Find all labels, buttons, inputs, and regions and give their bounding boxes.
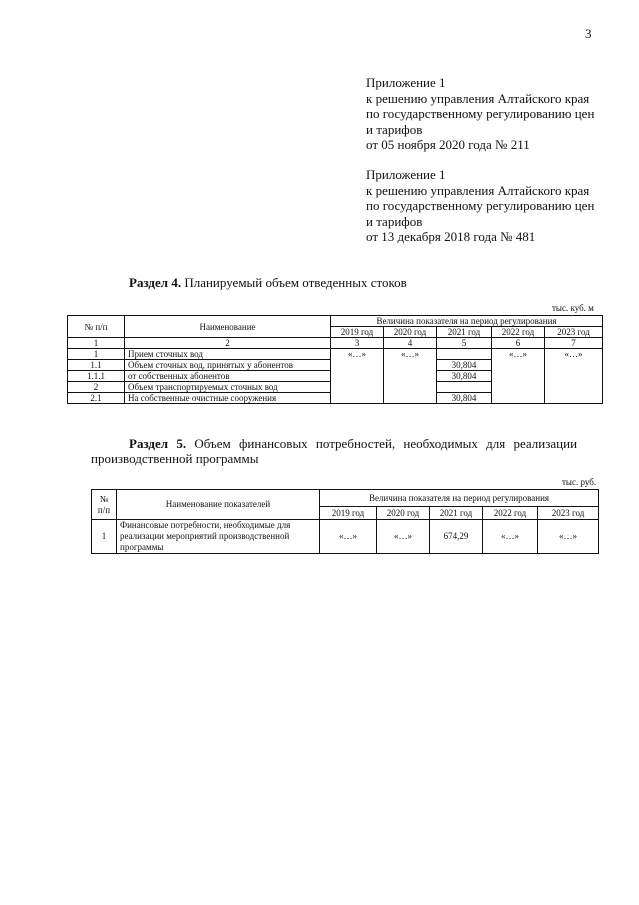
table-header-row xyxy=(68,316,603,327)
appendix-line: и тарифов xyxy=(366,213,423,229)
table-row xyxy=(68,393,603,404)
row-num: 1 xyxy=(92,520,117,554)
empty-cell xyxy=(492,371,545,382)
header-year: 2022 год xyxy=(492,327,545,338)
cell-2022: «…» xyxy=(483,520,538,554)
appendix-line: по государственному регулированию цен xyxy=(366,198,595,213)
cell-2021: 30,804 xyxy=(437,393,492,404)
appendix-current xyxy=(366,75,626,153)
section5-title-bold: Раздел 5. xyxy=(129,436,187,451)
table-row xyxy=(68,349,603,360)
cell-2021: 30,804 xyxy=(437,360,492,371)
cell-2019: «…» xyxy=(331,349,384,360)
header-year: 2019 год xyxy=(331,327,384,338)
cell-2023: «…» xyxy=(545,349,603,360)
empty-cell xyxy=(384,382,437,393)
header-year: 2023 год xyxy=(545,327,603,338)
col-number: 3 xyxy=(331,338,384,349)
col-number: 6 xyxy=(492,338,545,349)
empty-cell xyxy=(331,382,384,393)
section5-title-text: Объем финансовых потребностей, необходимых для реализации xyxy=(194,436,578,451)
row-num: 1.1.1 xyxy=(68,371,125,382)
appendix-line: от 13 декабря 2018 года № 481 xyxy=(366,229,536,244)
section4-table xyxy=(67,315,603,404)
col-number: 5 xyxy=(437,338,492,349)
header-num: № п/п xyxy=(92,490,117,520)
header-group: Величина показателя на период регулирования xyxy=(320,490,599,507)
table-row xyxy=(68,360,603,371)
appendix-line: по государственному регулированию цен xyxy=(366,106,595,121)
section4-title xyxy=(129,275,407,291)
row-name: Прием сточных вод xyxy=(125,349,331,360)
appendix-line: Приложение 1 xyxy=(366,75,446,90)
col-number: 7 xyxy=(545,338,603,349)
empty-cell xyxy=(331,360,384,371)
section4-unit: тыс. куб. м xyxy=(552,303,594,313)
header-year: 2023 год xyxy=(538,507,599,520)
cell-2019: «…» xyxy=(320,520,377,554)
header-num: № п/п xyxy=(68,316,125,338)
header-year: 2020 год xyxy=(377,507,430,520)
cell-2021 xyxy=(437,382,492,393)
empty-cell xyxy=(331,393,384,404)
cell-2023: «…» xyxy=(538,520,599,554)
empty-cell xyxy=(545,360,603,371)
col-number: 4 xyxy=(384,338,437,349)
row-name: Объем сточных вод, принятых у абонентов xyxy=(125,360,331,371)
row-num: 2 xyxy=(68,382,125,393)
empty-cell xyxy=(384,360,437,371)
appendix-line: к решению управления Алтайского края xyxy=(366,182,590,198)
table-row xyxy=(92,520,599,554)
section4-title-bold: Раздел 4. xyxy=(129,275,182,290)
cell-2020: «…» xyxy=(384,349,437,360)
section5-title xyxy=(129,436,595,452)
row-name: На собственные очистные сооружения xyxy=(125,393,331,404)
row-name: Финансовые потребности, необходимые для реализации мероприятий производственной программы xyxy=(117,520,320,554)
section5-title-line2: производственной программы xyxy=(91,451,259,466)
empty-cell xyxy=(492,382,545,393)
empty-cell xyxy=(384,371,437,382)
section5-table xyxy=(91,489,599,554)
col-number: 2 xyxy=(125,338,331,349)
empty-cell xyxy=(384,393,437,404)
empty-cell xyxy=(492,393,545,404)
section5-unit: тыс. руб. xyxy=(562,477,597,487)
cell-2021: 30,804 xyxy=(437,371,492,382)
row-name: Объем транспортируемых сточных вод xyxy=(125,382,331,393)
header-year: 2021 год xyxy=(430,507,483,520)
empty-cell xyxy=(331,371,384,382)
header-group: Величина показателя на период регулирования xyxy=(331,316,603,327)
header-year: 2019 год xyxy=(320,507,377,520)
row-num: 1.1 xyxy=(68,360,125,371)
appendix-line: Приложение 1 xyxy=(366,167,446,182)
empty-cell xyxy=(492,360,545,371)
column-number-row xyxy=(68,338,603,349)
col-number: 1 xyxy=(68,338,125,349)
appendix-line: к решению управления Алтайского края xyxy=(366,90,590,106)
header-year: 2021 год xyxy=(437,327,492,338)
cell-2021 xyxy=(437,349,492,360)
table-row xyxy=(68,382,603,393)
header-name: Наименование xyxy=(125,316,331,338)
header-year: 2020 год xyxy=(384,327,437,338)
empty-cell xyxy=(545,382,603,393)
cell-2021: 674,29 xyxy=(430,520,483,554)
cell-2022: «…» xyxy=(492,349,545,360)
empty-cell xyxy=(545,371,603,382)
row-num: 1 xyxy=(68,349,125,360)
row-num: 2.1 xyxy=(68,393,125,404)
appendix-line: и тарифов xyxy=(366,121,423,137)
empty-cell xyxy=(545,393,603,404)
appendix-previous xyxy=(366,167,626,245)
row-name: от собственных абонентов xyxy=(125,371,331,382)
page-number: 3 xyxy=(585,26,592,41)
table-header-row xyxy=(92,490,599,507)
header-year: 2022 год xyxy=(483,507,538,520)
cell-2020: «…» xyxy=(377,520,430,554)
appendix-line: от 05 ноября 2020 года № 211 xyxy=(366,137,530,152)
table-row xyxy=(68,371,603,382)
header-name: Наименование показателей xyxy=(117,490,320,520)
section4-title-text: Планируемый объем отведенных стоков xyxy=(181,275,407,290)
